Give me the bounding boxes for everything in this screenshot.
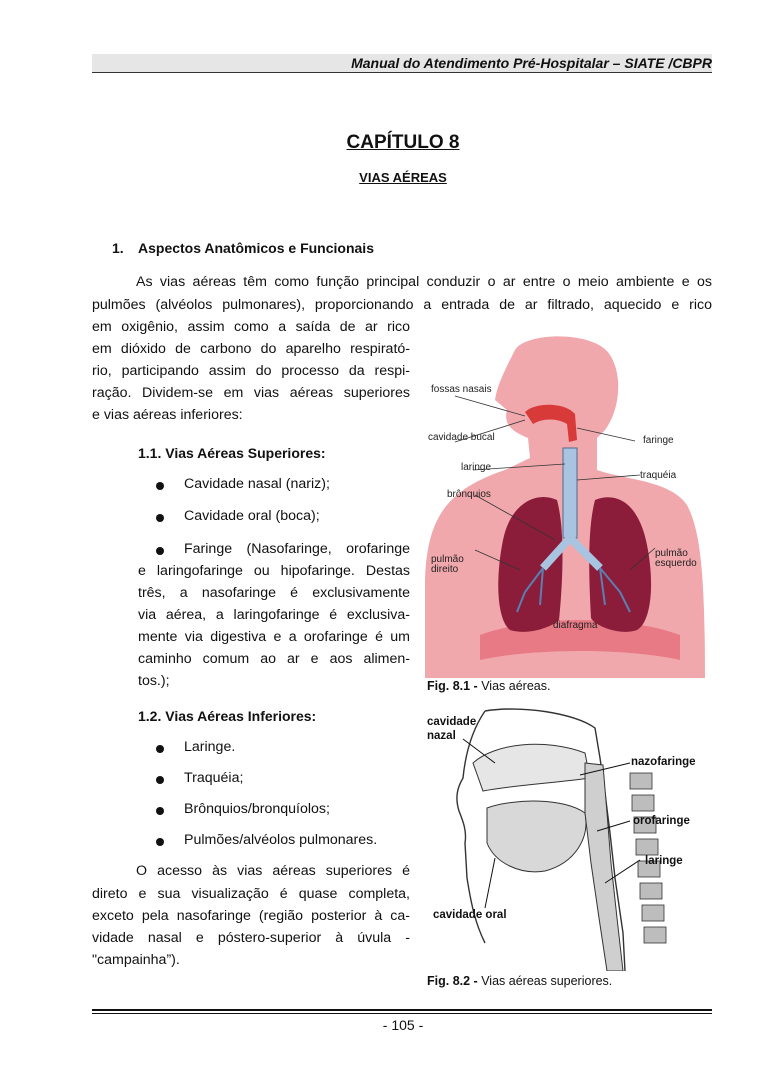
pharynx-line: tos.); [138, 673, 170, 689]
figure1-caption [427, 679, 550, 693]
bullet-dot [156, 807, 164, 815]
subsection-heading-inferiores: 1.2. Vias Aéreas Inferiores: [138, 708, 317, 724]
bullet-dot [156, 482, 164, 490]
paragraph-line: pulmões (alvéolos pulmonares), proporcionando a entrada de ar filtrado, aquecido e rico [92, 297, 712, 313]
figure2-caption [427, 974, 612, 988]
paragraph-line: ração. Dividem-se em vias aéreas superiores [92, 385, 410, 401]
label-traqueia: traquéia [640, 470, 677, 481]
label-laringe: laringe [461, 462, 492, 473]
paragraph-line: em oxigênio, assim como a saída de ar rico [92, 319, 410, 335]
label-diafragma: diafragma [553, 620, 598, 631]
label-laringe-2: laringe [645, 855, 683, 867]
label-cavidade-nasal-2: nazal [427, 730, 456, 742]
figure-upper-airway [425, 703, 707, 971]
label-nasofaringe: nazofaringe [631, 756, 696, 768]
label-cavidade-oral: cavidade oral [433, 909, 507, 921]
paragraph-line: e vias aéreas inferiores: [92, 407, 243, 423]
paragraph-line: em dióxido de carbono do aparelho respirató- [92, 341, 410, 357]
bullet-dot [156, 547, 164, 555]
label-bronquios: brônquios [447, 489, 491, 500]
label-cavidade-nasal: cavidade [427, 716, 477, 728]
bullet-dot [156, 514, 164, 522]
label-faringe: faringe [643, 435, 674, 446]
chapter-title [0, 132, 768, 154]
pharynx-line: via aérea, a laringofaringe é exclusiva- [138, 607, 410, 623]
label-pulmao-direito: pulmão [431, 554, 464, 565]
paragraph-line: rio, participando assim do processo da respi- [92, 363, 410, 379]
pharynx-line: caminho comum ao ar e aos alimen- [138, 651, 410, 667]
page-number: - 105 - [382, 1017, 424, 1033]
pharynx-line: Faringe (Nasofaringe, orofaringe [184, 541, 410, 557]
footer-rule [92, 1009, 712, 1011]
access-line: vidade nasal e póstero-superior à úvula - [92, 930, 410, 946]
section-title: Aspectos Anatômicos e Funcionais [138, 240, 374, 256]
label-orofaringe: orofaringe [633, 815, 690, 827]
label-pulmao-esquerdo: pulmão [655, 548, 688, 559]
chapter-title-text: CAPÍTULO 8 [346, 132, 460, 153]
pharynx-line: três, a nasofaringe é exclusivamente [138, 585, 410, 601]
figure2-caption-text: Vias aéreas superiores. [481, 974, 613, 988]
figure2-caption-number: Fig. 8.2 - [427, 974, 478, 988]
bullet-dot [156, 838, 164, 846]
chapter-subtitle-text: VIAS AÉREAS [359, 170, 447, 185]
footer-rule-thin [92, 1013, 712, 1014]
label-cavidade-bucal: cavidade bucal [428, 432, 495, 443]
access-line: direto e sua visualização é quase completa, [92, 886, 410, 902]
chapter-subtitle [0, 170, 768, 185]
access-line: "campainha”). [92, 952, 180, 968]
pharynx-line: e laringofaringe ou hipofaringe. Destas [138, 563, 410, 579]
bullet-dot [156, 745, 164, 753]
pharynx-line: mente via digestiva e a orofaringe é um [138, 629, 410, 645]
label-pulmao-direito-2: direito [431, 564, 459, 575]
paragraph-line: As vias aéreas têm como função principal conduzir o ar entre o meio ambiente e os [136, 274, 712, 290]
access-line: exceto pela nasofaringe (região posterior à ca- [92, 908, 410, 924]
trachea [563, 448, 577, 538]
access-line: O acesso às vias aéreas superiores é [136, 863, 410, 879]
running-header: Manual do Atendimento Pré-Hospitalar – SIATE /CBPR [351, 55, 712, 71]
figure-respiratory-system [425, 330, 707, 678]
bullet-dot [156, 776, 164, 784]
label-fossas-nasais: fossas nasais [431, 384, 492, 395]
section-number: 1. [112, 240, 124, 256]
subsection-heading-superiores: 1.1. Vias Aéreas Superiores: [138, 445, 326, 461]
figure1-caption-text: Vias aéreas. [481, 679, 551, 693]
label-pulmao-esquerdo-2: esquerdo [655, 558, 697, 569]
figure1-caption-number: Fig. 8.1 - [427, 679, 478, 693]
